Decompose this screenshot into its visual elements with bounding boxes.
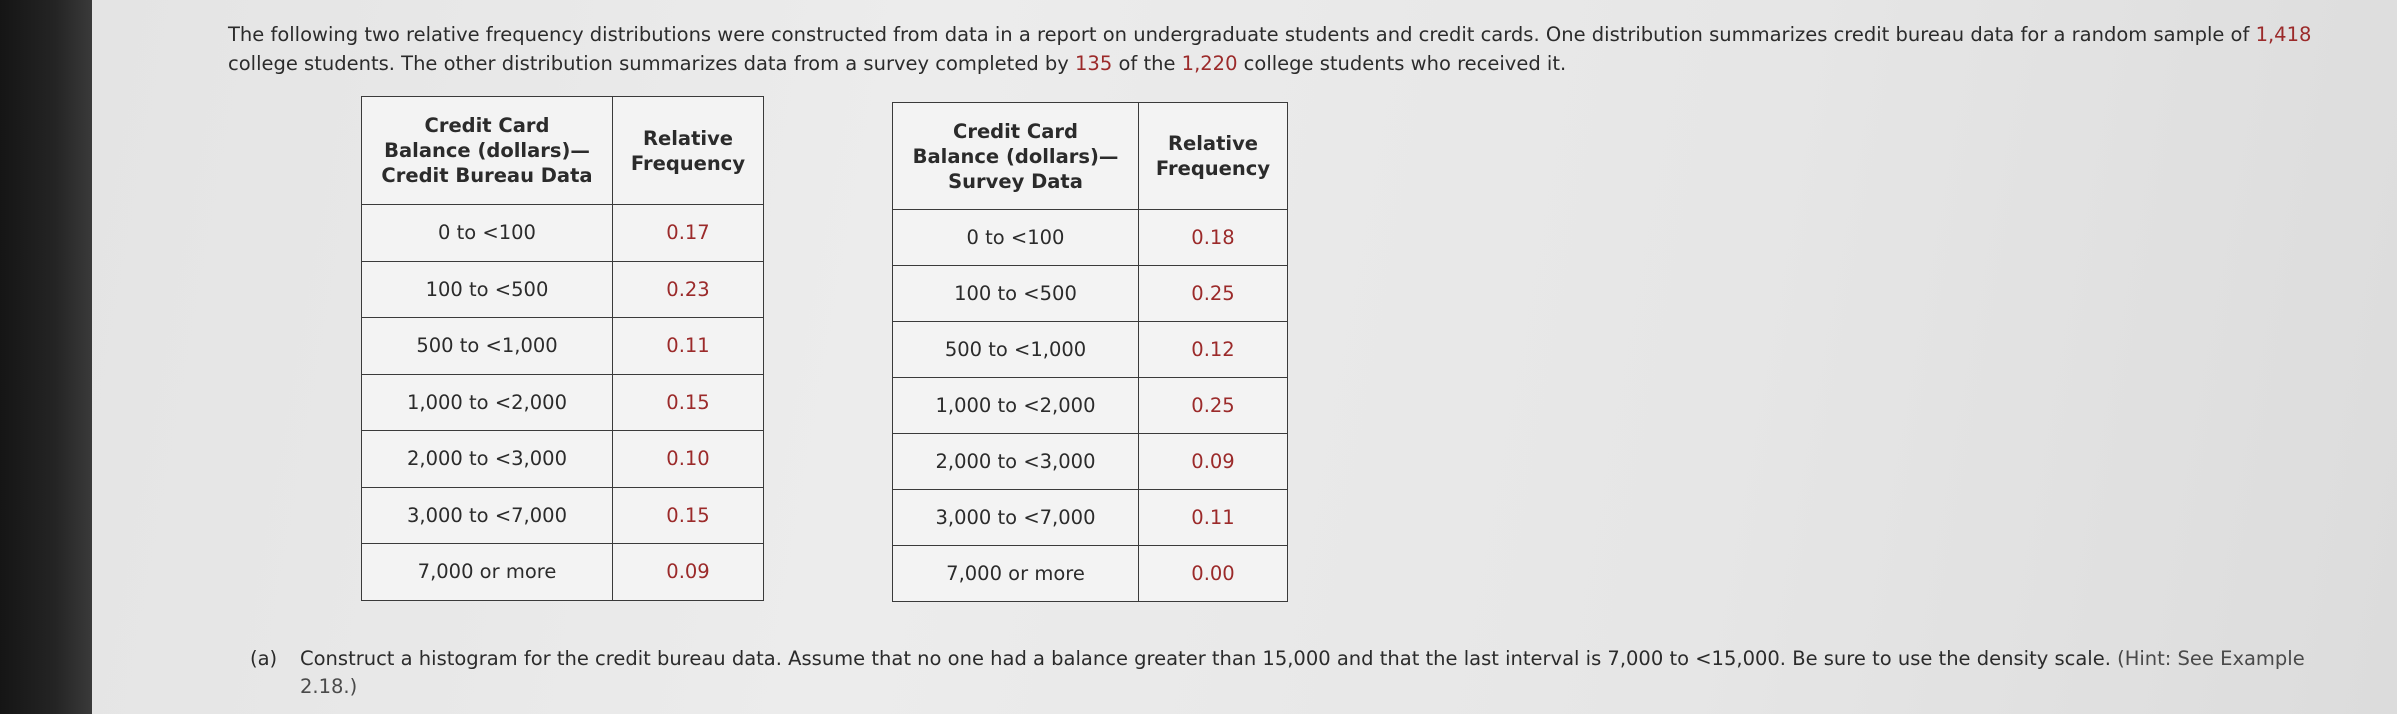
range-cell: 100 to <500	[893, 266, 1139, 322]
range-cell: 0 to <100	[893, 210, 1139, 266]
table-row	[893, 434, 1288, 490]
table-row	[362, 205, 764, 262]
problem-intro: The following two relative frequency distributions were constructed from data in a report on undergraduate students and credit cards. One distribution summarizes credit bureau data for a random sample of 1,418 college students. The other distribution summarizes data from a survey completed by 135 of the 1,220 college students who received it.	[228, 23, 2312, 75]
table-row	[893, 378, 1288, 434]
part-a-label: (a)	[250, 647, 278, 670]
frequency-cell: 0.15	[613, 374, 764, 431]
range-cell: 7,000 or more	[893, 546, 1139, 602]
frequency-cell: 0.18	[1139, 210, 1288, 266]
range-cell: 3,000 to <7,000	[893, 490, 1139, 546]
sample-size-value: 1,418	[2255, 23, 2312, 46]
range-cell: 100 to <500	[362, 261, 613, 318]
frequency-cell: 0.11	[1139, 490, 1288, 546]
table-row	[893, 322, 1288, 378]
part-a-question	[250, 645, 2360, 701]
range-cell: 0 to <100	[362, 205, 613, 262]
table-row	[362, 318, 764, 375]
bureau-header-frequency: Relative Frequency	[613, 97, 764, 205]
frequency-cell: 0.10	[613, 431, 764, 488]
range-cell: 500 to <1,000	[893, 322, 1139, 378]
bureau-header-balance: Credit Card Balance (dollars)— Credit Bureau Data	[362, 97, 613, 205]
range-cell: 3,000 to <7,000	[362, 487, 613, 544]
survey-count-value: 135	[1075, 52, 1113, 75]
table-row	[893, 546, 1288, 602]
table-row	[362, 374, 764, 431]
survey-total-value: 1,220	[1181, 52, 1238, 75]
frequency-cell: 0.11	[613, 318, 764, 375]
table-row	[362, 261, 764, 318]
part-a-text: Construct a histogram for the credit bureau data. Assume that no one had a balance greater than 15,000 and that the last interval is 7,000 to <15,000. Be sure to use the density scale. (Hint: See Example 2.18.)	[300, 647, 2305, 698]
frequency-cell: 0.00	[1139, 546, 1288, 602]
range-cell: 2,000 to <3,000	[362, 431, 613, 488]
frequency-cell: 0.09	[613, 544, 764, 601]
table-row	[362, 487, 764, 544]
hint-text: (Hint: See Example 2.18.)	[300, 647, 2305, 698]
range-cell: 1,000 to <2,000	[893, 378, 1139, 434]
table-row	[893, 490, 1288, 546]
credit-bureau-table	[361, 96, 764, 601]
range-cell: 2,000 to <3,000	[893, 434, 1139, 490]
monitor-bezel	[0, 0, 92, 714]
frequency-cell: 0.15	[613, 487, 764, 544]
range-cell: 7,000 or more	[362, 544, 613, 601]
frequency-cell: 0.25	[1139, 266, 1288, 322]
table-row	[893, 210, 1288, 266]
table-row	[893, 266, 1288, 322]
table-row	[362, 431, 764, 488]
table-row	[362, 544, 764, 601]
survey-header-frequency: Relative Frequency	[1139, 103, 1288, 210]
frequency-cell: 0.17	[613, 205, 764, 262]
frequency-cell: 0.25	[1139, 378, 1288, 434]
frequency-cell: 0.09	[1139, 434, 1288, 490]
survey-header-balance: Credit Card Balance (dollars)— Survey Data	[893, 103, 1139, 210]
survey-table	[892, 102, 1288, 602]
range-cell: 500 to <1,000	[362, 318, 613, 375]
frequency-cell: 0.23	[613, 261, 764, 318]
frequency-cell: 0.12	[1139, 322, 1288, 378]
range-cell: 1,000 to <2,000	[362, 374, 613, 431]
